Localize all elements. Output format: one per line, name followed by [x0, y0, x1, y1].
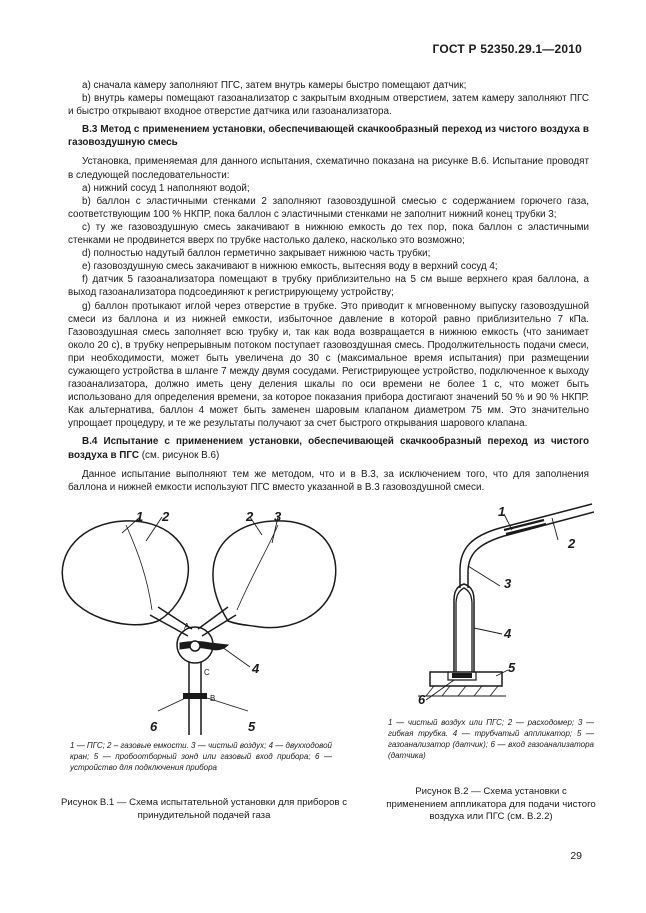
- left-gas-container-icon: [62, 521, 188, 625]
- fig2-label-3: 3: [504, 576, 512, 591]
- right-gas-container-icon: [213, 521, 336, 628]
- paragraph-b4: Данное испытание выполняют тем же методом, что и в В.3, за исключением того, что для заполнения баллона и нижней емкости используют ПГС вместо указанной в В.3 газовоздушной смеси.: [68, 468, 589, 493]
- figure-b1-svg: [52, 505, 342, 735]
- fig1-label-a: A: [184, 622, 190, 631]
- fig1-label-5: 5: [248, 719, 256, 734]
- fig2-label-2: 2: [568, 536, 576, 551]
- figure-b1-legend: 1 — ПГС; 2 – газовые емкости. 3 — чистый воздух; 4 — двухходовой кран; 5 — пробоотборный зонд или газовый вход прибора; 6 — устройство для подключения прибора: [70, 741, 332, 772]
- paragraph-b3-e: е) газовоздушную смесь закачивают в нижнюю емкость, вытесняя воду в верхний сосуд 4;: [82, 261, 498, 273]
- valve-handle-icon: [180, 642, 228, 650]
- fig1-label-2: 2: [162, 509, 170, 524]
- figure-b2-legend: 1 — чистый воздух или ПГС; 2 — расходомер; 3 — гибкая трубка. 4 — трубчатый аппликатор; 5 — газоанализатор (датчик); 6 — вход газоанализатора (датчика): [388, 718, 594, 760]
- analyzer-inlet-icon: [452, 673, 472, 678]
- paragraph-b3-a: а) нижний сосуд 1 наполняют водой;: [82, 182, 250, 194]
- paragraph-b: b) внутрь камеры помещают газоанализатор с закрытым входным отверстием, затем камеру заполняют ПГС и быстро открывают входное отверстие датчика или газоанализатора.: [68, 93, 589, 118]
- figure-b2-caption: Рисунок В.2 — Схема установки с применением аппликатора для подачи чистого воздуха или ПГС (см. В.2.2): [386, 786, 596, 822]
- paragraph-b3-g: g) баллон протыкают иглой через отверстие в трубке. Это приводит к мгновенному выпуску газовоздушной смеси из баллона и из нижней емкости, избыточное давление в которой равно приблизительно 7 кПа. Газовоздушная смесь заполняет всю трубку и, так как вода возвращается в нижнюю емкость (что занимает около 20 с), в трубку непрерывным потоком поступает газовоздушная смесь. Продолжительность подачи смеси, при необходимости, может быть увеличена до 30 с (максимальное время испытания) при размещении сужающего устройства в шланге 7 между двумя сосудами. Регистрирующее устройство, подключенное к выходу газоанализатора, должно иметь цену деления шкалы по оси времени не более 1 с, что может быть использовано для определения времени, за которое показания прибора достигают значений 50 % и 90 % НКПР. Как альтернатива, баллон 4 может быть заменен шаровым клапаном диаметром 75 мм. Это значительно упрощает процедуру, и те же результаты получают за счет быстрого открывания шарового клапана.: [68, 300, 589, 430]
- connector-device-icon: [183, 693, 207, 699]
- fig1-label-4: 4: [252, 661, 260, 676]
- paragraph-b3-intro: Установка, применяемая для данного испытания, схематично показана на рисунке В.6. Испытание проводят в следующей последовательности:: [68, 156, 589, 181]
- paragraph-b3-d: d) полностью надутый баллон герметично закрывает нижнюю часть трубки;: [82, 248, 431, 260]
- figure-b2-diagram: [404, 500, 594, 715]
- fig1-label-b: B: [210, 694, 216, 703]
- fig1-label-3: 3: [274, 509, 282, 524]
- fig1-label-2b: 2: [246, 509, 254, 524]
- figure-b1-diagram: [52, 505, 342, 740]
- fig2-label-1: 1: [498, 504, 506, 519]
- body-text: [68, 79, 589, 494]
- section-heading-b4: [68, 435, 589, 461]
- fig1-label-6: 6: [150, 719, 158, 734]
- tubular-applicator-icon: [456, 588, 472, 672]
- section-heading-b4-ref: (см. рисунок В.6): [139, 449, 220, 461]
- fig1-label-1: 1: [136, 509, 144, 524]
- paragraph-b3-c: с) ту же газовоздушную смесь закачивают в нижнюю емкость до тех пор, пока баллон с эластичными стенками не продвинется вверх по трубке настолько далеко, насколько это возможно;: [68, 221, 589, 247]
- page-number: 29: [570, 850, 582, 862]
- fig2-label-6: 6: [418, 692, 426, 707]
- figure-b2-svg: [404, 500, 594, 710]
- paragraph-b3-b: b) баллон с эластичными стенками 2 заполняют газовоздушной смесью с содержанием горючего газа, соответствующим 100 % НКПР, пока баллон с эластичными стенками не заполнит нижний конец трубки 3;: [68, 195, 589, 220]
- page-header: ГОСТ Р 52350.29.1—2010: [432, 42, 582, 56]
- fig2-label-4: 4: [504, 626, 512, 641]
- section-heading-b3: В.3 Метод с применением установки, обеспечивающей скачкообразный переход из чистого воздуха в газовоздушную смесь: [68, 124, 589, 149]
- fig2-label-5: 5: [508, 660, 516, 675]
- figure-b1-caption: Рисунок В.1 — Схема испытательной установки для приборов с принудительной подачей газа: [60, 797, 347, 821]
- section-heading-b4-bold: В.4 Испытание с применением установки, обеспечивающей скачкообразный переход из чистого воздуха в ПГС: [68, 436, 589, 461]
- fig1-label-c: C: [204, 668, 210, 677]
- paragraph-a: а) сначала камеру заполняют ПГС, затем внутрь камеры быстро помещают датчик;: [82, 80, 467, 91]
- paragraph-b3-f: f) датчик 5 газоанализатора помещают в трубку приблизительно на 5 см выше верхнего края баллона, а выход газоанализатора подсоединяют к регистрирующему устройству;: [68, 274, 589, 299]
